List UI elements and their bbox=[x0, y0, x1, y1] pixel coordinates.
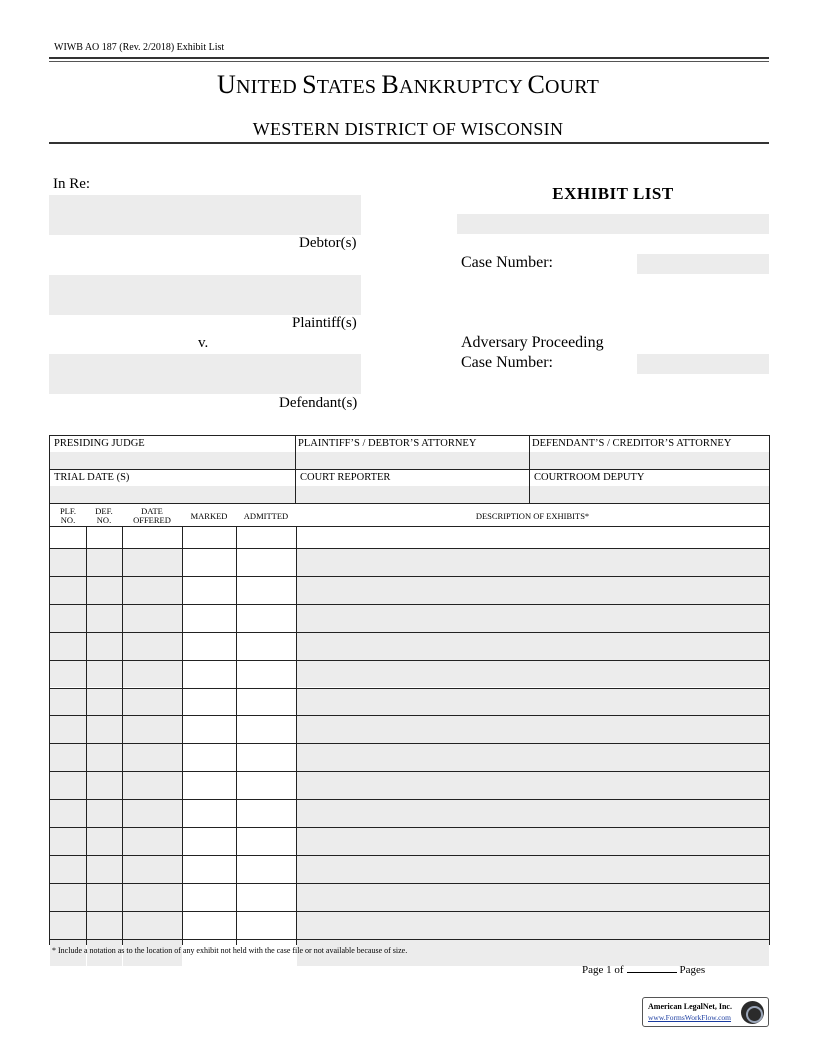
col-header-text: DEF. bbox=[95, 506, 113, 516]
defendant-name-field[interactable] bbox=[49, 354, 361, 394]
col-header-date-offered bbox=[122, 507, 182, 525]
description-cell[interactable] bbox=[297, 828, 769, 855]
col-header-plf-no bbox=[50, 507, 86, 525]
def-no-cell[interactable] bbox=[87, 856, 122, 883]
court-reporter-label: COURT REPORTER bbox=[300, 472, 391, 483]
globe-icon bbox=[741, 1001, 764, 1024]
plaintiff-attorney-field[interactable] bbox=[296, 452, 529, 469]
plf-no-cell[interactable] bbox=[50, 689, 86, 716]
admitted-cell[interactable] bbox=[237, 633, 296, 660]
date-offered-cell[interactable] bbox=[123, 716, 182, 743]
grid-line bbox=[50, 469, 769, 470]
description-cell[interactable] bbox=[297, 633, 769, 660]
description-cell[interactable] bbox=[297, 605, 769, 632]
admitted-cell[interactable] bbox=[237, 716, 296, 743]
plf-no-cell[interactable] bbox=[50, 633, 86, 660]
defendant-label: Defendant(s) bbox=[279, 395, 358, 411]
def-no-cell[interactable] bbox=[87, 744, 122, 771]
admitted-cell[interactable] bbox=[237, 856, 296, 883]
page-prefix: Page 1 of bbox=[582, 964, 624, 976]
plf-no-cell[interactable] bbox=[50, 912, 86, 939]
def-no-cell[interactable] bbox=[87, 661, 122, 688]
admitted-cell[interactable] bbox=[237, 772, 296, 799]
exhibit-list-heading: EXHIBIT LIST bbox=[552, 184, 674, 203]
plaintiff-name-field[interactable] bbox=[49, 275, 361, 315]
description-cell[interactable] bbox=[297, 772, 769, 799]
defendant-attorney-field[interactable] bbox=[530, 452, 769, 469]
plf-no-cell[interactable] bbox=[50, 605, 86, 632]
col-header-text: NO. bbox=[60, 515, 76, 525]
admitted-cell[interactable] bbox=[237, 828, 296, 855]
marked-cell[interactable] bbox=[183, 577, 236, 604]
date-offered-cell[interactable] bbox=[123, 661, 182, 688]
description-cell[interactable] bbox=[297, 884, 769, 911]
date-offered-cell[interactable] bbox=[123, 605, 182, 632]
in-re-label: In Re: bbox=[53, 176, 91, 192]
marked-cell[interactable] bbox=[183, 912, 236, 939]
grid-line bbox=[86, 526, 87, 944]
case-number-label: Case Number: bbox=[461, 254, 553, 271]
description-cell[interactable] bbox=[297, 800, 769, 827]
debtor-name-field[interactable] bbox=[49, 195, 361, 235]
col-header-admitted: ADMITTED bbox=[243, 511, 289, 521]
grid-line bbox=[296, 526, 297, 944]
def-no-cell[interactable] bbox=[87, 577, 122, 604]
description-cell[interactable] bbox=[297, 856, 769, 883]
col-header-description: DESCRIPTION OF EXHIBITS* bbox=[475, 511, 590, 521]
def-no-cell[interactable] bbox=[87, 633, 122, 660]
date-offered-cell[interactable] bbox=[123, 856, 182, 883]
form-code: WIWB AO 187 (Rev. 2/2018) Exhibit List bbox=[54, 42, 225, 53]
court-title-word: OURT bbox=[545, 76, 600, 98]
grid-line bbox=[122, 526, 123, 944]
footnote: * Include a notation as to the location of any exhibit not held with the case file or not available because of size. bbox=[52, 946, 408, 955]
plf-no-cell[interactable] bbox=[50, 800, 86, 827]
court-title bbox=[0, 70, 816, 100]
courtroom-deputy-field[interactable] bbox=[530, 486, 769, 503]
plf-no-cell[interactable] bbox=[50, 577, 86, 604]
trial-date-label: TRIAL DATE (S) bbox=[54, 472, 130, 483]
admitted-cell[interactable] bbox=[237, 661, 296, 688]
plf-no-cell[interactable] bbox=[50, 884, 86, 911]
def-no-cell[interactable] bbox=[87, 884, 122, 911]
marked-cell[interactable] bbox=[183, 549, 236, 576]
def-no-cell[interactable] bbox=[87, 716, 122, 743]
description-cell[interactable] bbox=[297, 744, 769, 771]
admitted-cell[interactable] bbox=[237, 884, 296, 911]
case-number-field[interactable] bbox=[637, 254, 769, 274]
col-header-marked: MARKED bbox=[190, 511, 228, 521]
marked-cell[interactable] bbox=[183, 828, 236, 855]
district-name: WESTERN DISTRICT OF WISCONSIN bbox=[252, 119, 564, 139]
date-offered-cell[interactable] bbox=[123, 800, 182, 827]
date-offered-cell[interactable] bbox=[123, 689, 182, 716]
presiding-judge-field[interactable] bbox=[50, 452, 295, 469]
adversary-case-number-field[interactable] bbox=[637, 354, 769, 374]
court-title-letter: S bbox=[302, 70, 317, 99]
logo-url[interactable]: www.FormsWorkFlow.com bbox=[648, 1013, 732, 1022]
header-rule-thin bbox=[49, 61, 769, 62]
court-title-letter: C bbox=[527, 70, 545, 99]
description-cell[interactable] bbox=[297, 912, 769, 939]
date-offered-cell[interactable] bbox=[123, 549, 182, 576]
marked-cell[interactable] bbox=[183, 605, 236, 632]
admitted-cell[interactable] bbox=[237, 912, 296, 939]
col-header-text: DATE bbox=[141, 506, 163, 516]
col-header-text: OFFERED bbox=[133, 515, 171, 525]
marked-cell[interactable] bbox=[183, 772, 236, 799]
versus-label: v. bbox=[198, 335, 209, 351]
page-suffix: Pages bbox=[679, 964, 706, 976]
def-no-cell[interactable] bbox=[87, 912, 122, 939]
date-offered-cell[interactable] bbox=[123, 884, 182, 911]
court-title-word: ANKRUPTCY bbox=[398, 76, 528, 98]
grid-line bbox=[182, 526, 183, 944]
date-offered-cell[interactable] bbox=[123, 633, 182, 660]
date-offered-cell[interactable] bbox=[123, 744, 182, 771]
def-no-cell[interactable] bbox=[87, 605, 122, 632]
description-cell[interactable] bbox=[297, 716, 769, 743]
debtor-label: Debtor(s) bbox=[299, 235, 357, 251]
marked-cell[interactable] bbox=[183, 689, 236, 716]
col-header-text: NO. bbox=[96, 515, 112, 525]
marked-cell[interactable] bbox=[183, 800, 236, 827]
date-offered-cell[interactable] bbox=[123, 828, 182, 855]
adversary-case-number-label: Case Number: bbox=[461, 354, 553, 371]
admitted-cell[interactable] bbox=[237, 605, 296, 632]
plf-no-cell[interactable] bbox=[50, 856, 86, 883]
plf-no-cell[interactable] bbox=[50, 772, 86, 799]
admitted-cell[interactable] bbox=[237, 689, 296, 716]
admitted-cell[interactable] bbox=[237, 549, 296, 576]
marked-cell[interactable] bbox=[183, 884, 236, 911]
admitted-cell[interactable] bbox=[237, 577, 296, 604]
defendant-attorney-label: DEFENDANT’S / CREDITOR’S ATTORNEY bbox=[532, 438, 732, 449]
grid-line bbox=[50, 526, 769, 527]
marked-cell[interactable] bbox=[183, 716, 236, 743]
district-rule bbox=[49, 142, 769, 144]
plf-no-cell[interactable] bbox=[50, 828, 86, 855]
marked-cell[interactable] bbox=[183, 661, 236, 688]
date-offered-cell[interactable] bbox=[123, 577, 182, 604]
admitted-cell[interactable] bbox=[237, 800, 296, 827]
grid-line bbox=[50, 503, 769, 504]
plf-no-cell[interactable] bbox=[50, 661, 86, 688]
def-no-cell[interactable] bbox=[87, 828, 122, 855]
marked-cell[interactable] bbox=[183, 744, 236, 771]
admitted-cell[interactable] bbox=[237, 744, 296, 771]
col-header-text: PLF. bbox=[59, 506, 77, 516]
description-cell[interactable] bbox=[297, 689, 769, 716]
court-title-word: TATES bbox=[316, 76, 382, 98]
adversary-proceeding-label: Adversary Proceeding bbox=[461, 334, 604, 351]
court-title-letter: U bbox=[216, 70, 236, 99]
def-no-cell[interactable] bbox=[87, 800, 122, 827]
description-cell[interactable] bbox=[297, 661, 769, 688]
plf-no-cell[interactable] bbox=[50, 716, 86, 743]
plaintiff-label: Plaintiff(s) bbox=[292, 315, 357, 331]
description-cell[interactable] bbox=[297, 549, 769, 576]
marked-cell[interactable] bbox=[183, 856, 236, 883]
def-no-cell[interactable] bbox=[87, 689, 122, 716]
date-offered-cell[interactable] bbox=[123, 912, 182, 939]
date-offered-cell[interactable] bbox=[123, 772, 182, 799]
plf-no-cell[interactable] bbox=[50, 549, 86, 576]
page-count bbox=[582, 963, 705, 976]
courtroom-deputy-label: COURTROOM DEPUTY bbox=[534, 472, 645, 483]
court-reporter-field[interactable] bbox=[296, 486, 529, 503]
marked-cell[interactable] bbox=[183, 633, 236, 660]
publisher-logo[interactable] bbox=[642, 997, 769, 1027]
court-title-word: NITED bbox=[235, 76, 303, 98]
presiding-judge-label: PRESIDING JUDGE bbox=[54, 438, 145, 449]
logo-name: American LegalNet, Inc. bbox=[648, 1002, 732, 1011]
exhibit-list-field[interactable] bbox=[457, 214, 769, 234]
col-header-def-no bbox=[86, 507, 122, 525]
plf-no-cell[interactable] bbox=[50, 744, 86, 771]
total-pages-field[interactable] bbox=[627, 963, 677, 973]
def-no-cell[interactable] bbox=[87, 772, 122, 799]
grid-line bbox=[236, 526, 237, 944]
trial-date-field[interactable] bbox=[50, 486, 295, 503]
header-rule bbox=[49, 57, 769, 59]
def-no-cell[interactable] bbox=[87, 549, 122, 576]
court-title-letter: B bbox=[381, 70, 399, 99]
description-cell[interactable] bbox=[297, 577, 769, 604]
exhibit-grid bbox=[49, 435, 770, 945]
plaintiff-attorney-label: PLAINTIFF’S / DEBTOR’S ATTORNEY bbox=[298, 438, 477, 449]
